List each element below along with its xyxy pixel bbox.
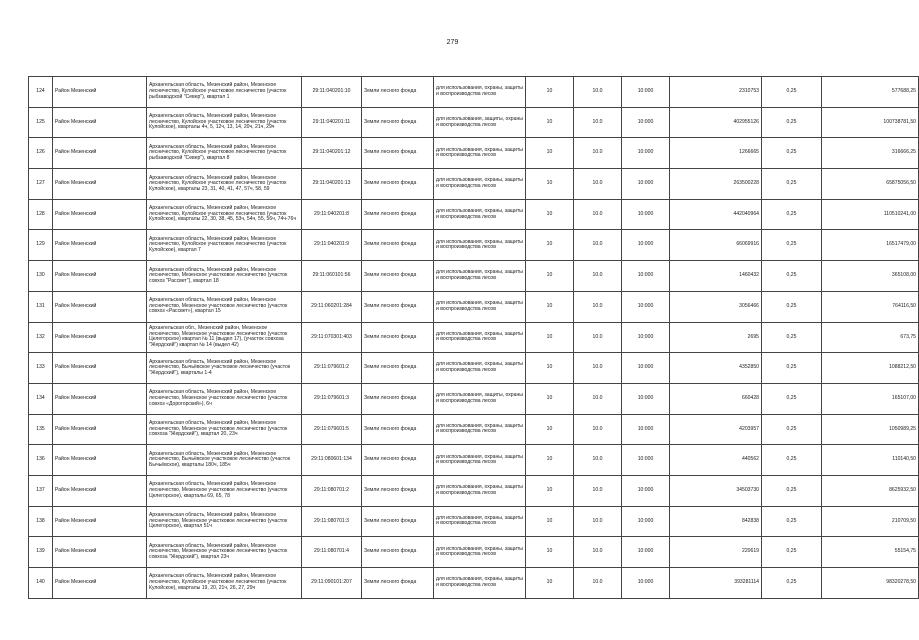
sum-cell: 98320278,50 (822, 568, 919, 599)
cadastral-number-cell: 29:11:080701:4 (302, 537, 362, 568)
permitted-use-cell: для использования, охраны, защиты и воспроизводства лесов (434, 199, 526, 230)
district-cell: Район Мезенский (53, 322, 147, 353)
rate-cell: 0,25 (762, 537, 822, 568)
district-cell: Район Мезенский (53, 138, 147, 169)
cadastral-number-cell: 29:11:079601:3 (302, 383, 362, 414)
location-cell: Архангельская область, Мезенский район, Мезенское лесничество, Мезенское участковое лесничество (участок совхоз «Дорогорский»), 6ч (147, 383, 302, 414)
table-row (29, 199, 919, 230)
value-c-cell: 10:000 (622, 568, 670, 599)
area-cell: 4352850 (670, 353, 762, 384)
value-b-cell: 10.0 (574, 261, 622, 292)
location-cell: Архангельская область, Мезенский район, Мезенское лесничество, Бычьёвское участковое лесничество (участок Бычьёвское), кварталы 180ч, 185ч (147, 445, 302, 476)
sum-cell: 16517479,00 (822, 230, 919, 261)
sum-cell: 55154,75 (822, 537, 919, 568)
row-number: 125 (29, 107, 53, 138)
value-b-cell: 10.0 (574, 537, 622, 568)
permitted-use-cell: для использования, охраны, защиты и воспроизводства лесов (434, 169, 526, 200)
value-c-cell: 10:000 (622, 169, 670, 200)
location-cell: Архангельская область, Мезенский район, Мезенское лесничество, Мезенское участковое лесничество (участок Целегорское), кварталы 69, 65, 78 (147, 475, 302, 506)
value-c-cell: 10:000 (622, 107, 670, 138)
value-b-cell: 10.0 (574, 77, 622, 108)
district-cell: Район Мезенский (53, 230, 147, 261)
sum-cell: 8625932,50 (822, 475, 919, 506)
location-cell: Архангельская область, Мезенский район, Мезенское лесничество, Мезенское участковое лесничество (участок Целегорское), квартал 51ч (147, 506, 302, 537)
district-cell: Район Мезенский (53, 77, 147, 108)
rate-cell: 0,25 (762, 261, 822, 292)
location-cell: Архангельская область, Мезенский район, Мезенское лесничество, Мезенское участковое лесничество (участок совхоза "Жердский"), квартал 20, 23ч (147, 414, 302, 445)
value-b-cell: 10.0 (574, 291, 622, 322)
cadastral-number-cell: 29:11:080601:134 (302, 445, 362, 476)
district-cell: Район Мезенский (53, 199, 147, 230)
rate-cell: 0,25 (762, 322, 822, 353)
cadastral-number-cell: 29:11:060101:56 (302, 261, 362, 292)
value-b-cell: 10.0 (574, 322, 622, 353)
sum-cell: 316666,25 (822, 138, 919, 169)
table-row (29, 169, 919, 200)
land-category-cell: Земли лесного фонда (362, 107, 434, 138)
value-b-cell: 10.0 (574, 199, 622, 230)
value-c-cell: 10:000 (622, 261, 670, 292)
value-c-cell: 10:000 (622, 414, 670, 445)
value-c-cell: 10:000 (622, 353, 670, 384)
value-b-cell: 10.0 (574, 383, 622, 414)
cadastral-number-cell: 29:11:040201:12 (302, 138, 362, 169)
sum-cell: 764116,50 (822, 291, 919, 322)
value-c-cell: 10:000 (622, 537, 670, 568)
rate-cell: 0,25 (762, 475, 822, 506)
district-cell: Район Мезенский (53, 353, 147, 384)
cadastral-number-cell: 29:11:040201:13 (302, 169, 362, 200)
area-cell: 263500228 (670, 169, 762, 200)
land-category-cell: Земли лесного фонда (362, 353, 434, 384)
land-category-cell: Земли лесного фонда (362, 169, 434, 200)
location-cell: Архангельская область, Мезенский район, Мезенское лесничество, Мезенское участковое лесничество (участок совхоз «Рассвет»), квартал 15 (147, 291, 302, 322)
area-cell: 220619 (670, 537, 762, 568)
value-a-cell: 10 (526, 230, 574, 261)
land-category-cell: Земли лесного фонда (362, 261, 434, 292)
value-c-cell: 10:000 (622, 506, 670, 537)
table-body (29, 77, 919, 599)
table-row (29, 138, 919, 169)
row-number: 140 (29, 568, 53, 599)
location-cell: Архангельская область, Мезенский район, Мезенское лесничество, Кулойское участковое лесничество (участок Кулойское), кварталы 19, 20, 21ч, 26, 27, 29ч (147, 568, 302, 599)
land-category-cell: Земли лесного фонда (362, 199, 434, 230)
rate-cell: 0,25 (762, 414, 822, 445)
sum-cell: 110140,50 (822, 445, 919, 476)
area-cell: 442040964 (670, 199, 762, 230)
cadastral-number-cell: 29:11:040201:10 (302, 77, 362, 108)
value-b-cell: 10.0 (574, 475, 622, 506)
location-cell: Архангельская область, Мезенский район, Мезенское лесничество, Кулойское участковое лесничество (участок Кулойское), кварталы 23, 31, 40, 41, 47, 57ч, 58, 59 (147, 169, 302, 200)
permitted-use-cell: для использования, охраны, защиты и воспроизводства лесов (434, 568, 526, 599)
value-a-cell: 10 (526, 414, 574, 445)
table-row (29, 383, 919, 414)
cadastral-number-cell: 29:11:040201:11 (302, 107, 362, 138)
row-number: 128 (29, 199, 53, 230)
table-row (29, 445, 919, 476)
value-a-cell: 10 (526, 445, 574, 476)
area-cell: 1460432 (670, 261, 762, 292)
table-row (29, 291, 919, 322)
row-number: 126 (29, 138, 53, 169)
sum-cell: 365108,00 (822, 261, 919, 292)
table-row (29, 322, 919, 353)
value-a-cell: 10 (526, 199, 574, 230)
district-cell: Район Мезенский (53, 445, 147, 476)
value-c-cell: 10:000 (622, 138, 670, 169)
value-b-cell: 10.0 (574, 107, 622, 138)
permitted-use-cell: для использования, охраны, защиты и воспроизводства лесов (434, 414, 526, 445)
row-number: 138 (29, 506, 53, 537)
area-cell: 4203957 (670, 414, 762, 445)
location-cell: Архангельская область, Мезенский район, Мезенское лесничество, Кулойское участковое лесничество (участок рыбзаводской "Север"), квартал 8 (147, 138, 302, 169)
rate-cell: 0,25 (762, 291, 822, 322)
rate-cell: 0,25 (762, 445, 822, 476)
land-category-cell: Земли лесного фонда (362, 291, 434, 322)
sum-cell: 577688,25 (822, 77, 919, 108)
value-a-cell: 10 (526, 291, 574, 322)
value-b-cell: 10.0 (574, 445, 622, 476)
permitted-use-cell: для использования, защиты, охраны и воспроизводства лесов (434, 383, 526, 414)
value-a-cell: 10 (526, 107, 574, 138)
rate-cell: 0,25 (762, 230, 822, 261)
permitted-use-cell: для использования, защиты, охраны и воспроизводства лесов (434, 107, 526, 138)
table-row (29, 261, 919, 292)
value-b-cell: 10.0 (574, 506, 622, 537)
row-number: 136 (29, 445, 53, 476)
row-number: 127 (29, 169, 53, 200)
rate-cell: 0,25 (762, 77, 822, 108)
value-c-cell: 10:000 (622, 445, 670, 476)
cadastral-number-cell: 29:11:040201:8 (302, 199, 362, 230)
value-a-cell: 10 (526, 77, 574, 108)
value-c-cell: 10:000 (622, 322, 670, 353)
district-cell: Район Мезенский (53, 107, 147, 138)
rate-cell: 0,25 (762, 169, 822, 200)
area-cell: 842838 (670, 506, 762, 537)
area-cell: 3056466 (670, 291, 762, 322)
value-b-cell: 10.0 (574, 568, 622, 599)
table-row (29, 537, 919, 568)
district-cell: Район Мезенский (53, 537, 147, 568)
row-number: 135 (29, 414, 53, 445)
sum-cell: 100738781,50 (822, 107, 919, 138)
area-cell: 66069916 (670, 230, 762, 261)
location-cell: Архангельская область, Мезенский район, Мезенское лесничество, Кулойское участковое лесничество (участок Кулойское), кварталы 22, 30, 38, 45, 53ч, 54ч, 55, 56ч, 74ч-76ч (147, 199, 302, 230)
sum-cell: 110510241,00 (822, 199, 919, 230)
value-c-cell: 10:000 (622, 77, 670, 108)
district-cell: Район Мезенский (53, 475, 147, 506)
table-row (29, 506, 919, 537)
permitted-use-cell: для использования, охраны, защиты и воспроизводства лесов (434, 138, 526, 169)
permitted-use-cell: для использования, охраны, защиты и воспроизводства лесов (434, 475, 526, 506)
location-cell: Архангельская область, Мезенский район, Мезенское лесничество, Кулойское участковое лесничество (участок Кулойское), квартал 7 (147, 230, 302, 261)
rate-cell: 0,25 (762, 199, 822, 230)
value-a-cell: 10 (526, 568, 574, 599)
row-number: 133 (29, 353, 53, 384)
table-row (29, 568, 919, 599)
land-category-cell: Земли лесного фонда (362, 445, 434, 476)
sum-cell: 673,75 (822, 322, 919, 353)
location-cell: Архангельская обл., Мезенский район, Мезенское лесничество, Мезенское участковое лесничество (участок Целегорское) квартал № 11 (выдел 17), (участок совхоза "Жердский") квартал № 14 (выдел 42) (147, 322, 302, 353)
cadastral-number-cell: 29:11:080701:2 (302, 475, 362, 506)
cadastral-number-cell: 29:11:040201:9 (302, 230, 362, 261)
sum-cell: 165107,00 (822, 383, 919, 414)
value-c-cell: 10:000 (622, 230, 670, 261)
location-cell: Архангельская область, Мезенский район, Мезенское лесничество, Кулойское участковое лесничество (участок рыбзаводской "Север"), квартал 1 (147, 77, 302, 108)
area-cell: 1266665 (670, 138, 762, 169)
permitted-use-cell: для использования, охраны, защиты и воспроизводства лесов (434, 291, 526, 322)
value-a-cell: 10 (526, 475, 574, 506)
area-cell: 393281114 (670, 568, 762, 599)
location-cell: Архангельская область, Мезенский район, Мезенское лесничество, Бычьёвское участковое лесничество (участок "Жердский"), кварталы 1-4 (147, 353, 302, 384)
rate-cell: 0,25 (762, 107, 822, 138)
value-a-cell: 10 (526, 537, 574, 568)
table-row (29, 230, 919, 261)
sum-cell: 1050989,25 (822, 414, 919, 445)
area-cell: 2695 (670, 322, 762, 353)
district-cell: Район Мезенский (53, 169, 147, 200)
cadastral-number-cell: 29:11:080701:3 (302, 506, 362, 537)
row-number: 129 (29, 230, 53, 261)
value-a-cell: 10 (526, 261, 574, 292)
row-number: 131 (29, 291, 53, 322)
sum-cell: 1088212,50 (822, 353, 919, 384)
value-a-cell: 10 (526, 506, 574, 537)
land-category-cell: Земли лесного фонда (362, 506, 434, 537)
permitted-use-cell: для использования, охраны, защиты и воспроизводства лесов (434, 230, 526, 261)
land-registry-table (28, 76, 919, 599)
value-b-cell: 10.0 (574, 138, 622, 169)
page-number: 279 (446, 39, 459, 46)
permitted-use-cell: для использования, охраны, защиты и воспроизводства лесов (434, 322, 526, 353)
cadastral-number-cell: 29:11:079601:5 (302, 414, 362, 445)
area-cell: 402955126 (670, 107, 762, 138)
table-row (29, 107, 919, 138)
value-b-cell: 10.0 (574, 414, 622, 445)
value-b-cell: 10.0 (574, 230, 622, 261)
area-cell: 34503730 (670, 475, 762, 506)
row-number: 139 (29, 537, 53, 568)
table-row (29, 475, 919, 506)
land-category-cell: Земли лесного фонда (362, 138, 434, 169)
value-b-cell: 10.0 (574, 353, 622, 384)
value-a-cell: 10 (526, 169, 574, 200)
permitted-use-cell: для использования, охраны, защиты и воспроизводства лесов (434, 353, 526, 384)
location-cell: Архангельская область, Мезенский район, Мезенское лесничество, Мезенское участковое лесничество (участок совхоза "Жердский"), квартал 23ч (147, 537, 302, 568)
rate-cell: 0,25 (762, 383, 822, 414)
land-category-cell: Земли лесного фонда (362, 230, 434, 261)
permitted-use-cell: для использования, охраны, защиты и воспроизводства лесов (434, 77, 526, 108)
row-number: 130 (29, 261, 53, 292)
value-c-cell: 10:000 (622, 291, 670, 322)
sum-cell: 210709,50 (822, 506, 919, 537)
district-cell: Район Мезенский (53, 506, 147, 537)
row-number: 134 (29, 383, 53, 414)
location-cell: Архангельская область, Мезенский район, Мезенское лесничество, Кулойское участковое лесничество (участок Кулойское), кварталы 4ч, 5, 12ч, 13, 14, 20ч, 21ч, 29ч (147, 107, 302, 138)
district-cell: Район Мезенский (53, 383, 147, 414)
row-number: 137 (29, 475, 53, 506)
area-cell: 440562 (670, 445, 762, 476)
district-cell: Район Мезенский (53, 261, 147, 292)
land-category-cell: Земли лесного фонда (362, 475, 434, 506)
table-row (29, 414, 919, 445)
land-category-cell: Земли лесного фонда (362, 537, 434, 568)
land-category-cell: Земли лесного фонда (362, 383, 434, 414)
land-category-cell: Земли лесного фонда (362, 568, 434, 599)
rate-cell: 0,25 (762, 138, 822, 169)
row-number: 132 (29, 322, 53, 353)
value-a-cell: 10 (526, 353, 574, 384)
row-number: 124 (29, 77, 53, 108)
district-cell: Район Мезенский (53, 568, 147, 599)
area-cell: 660428 (670, 383, 762, 414)
rate-cell: 0,25 (762, 568, 822, 599)
table-row (29, 77, 919, 108)
sum-cell: 65875056,50 (822, 169, 919, 200)
cadastral-number-cell: 29:11:070301:403 (302, 322, 362, 353)
value-c-cell: 10:000 (622, 475, 670, 506)
cadastral-number-cell: 29:11:079601:2 (302, 353, 362, 384)
value-a-cell: 10 (526, 322, 574, 353)
value-c-cell: 10:000 (622, 383, 670, 414)
permitted-use-cell: для использования, охраны, защиты и воспроизводства лесов (434, 506, 526, 537)
cadastral-number-cell: 29:11:060201:284 (302, 291, 362, 322)
land-category-cell: Земли лесного фонда (362, 322, 434, 353)
value-a-cell: 10 (526, 138, 574, 169)
value-b-cell: 10.0 (574, 169, 622, 200)
value-c-cell: 10:000 (622, 199, 670, 230)
permitted-use-cell: для использования, охраны, защиты и воспроизводства лесов (434, 261, 526, 292)
land-category-cell: Земли лесного фонда (362, 77, 434, 108)
land-category-cell: Земли лесного фонда (362, 414, 434, 445)
table-row (29, 353, 919, 384)
rate-cell: 0,25 (762, 506, 822, 537)
district-cell: Район Мезенский (53, 414, 147, 445)
cadastral-number-cell: 29:11:090101:207 (302, 568, 362, 599)
value-a-cell: 10 (526, 383, 574, 414)
permitted-use-cell: для использования, охраны, защиты и воспроизводства лесов (434, 445, 526, 476)
area-cell: 2310753 (670, 77, 762, 108)
rate-cell: 0,25 (762, 353, 822, 384)
district-cell: Район Мезенский (53, 291, 147, 322)
location-cell: Архангельская область, Мезенский район, Мезенское лесничество, Мезенское участковое лесничество (участок совхоз "Рассвет"), квартал 18 (147, 261, 302, 292)
permitted-use-cell: для использования, охраны, защиты и воспроизводства лесов (434, 537, 526, 568)
